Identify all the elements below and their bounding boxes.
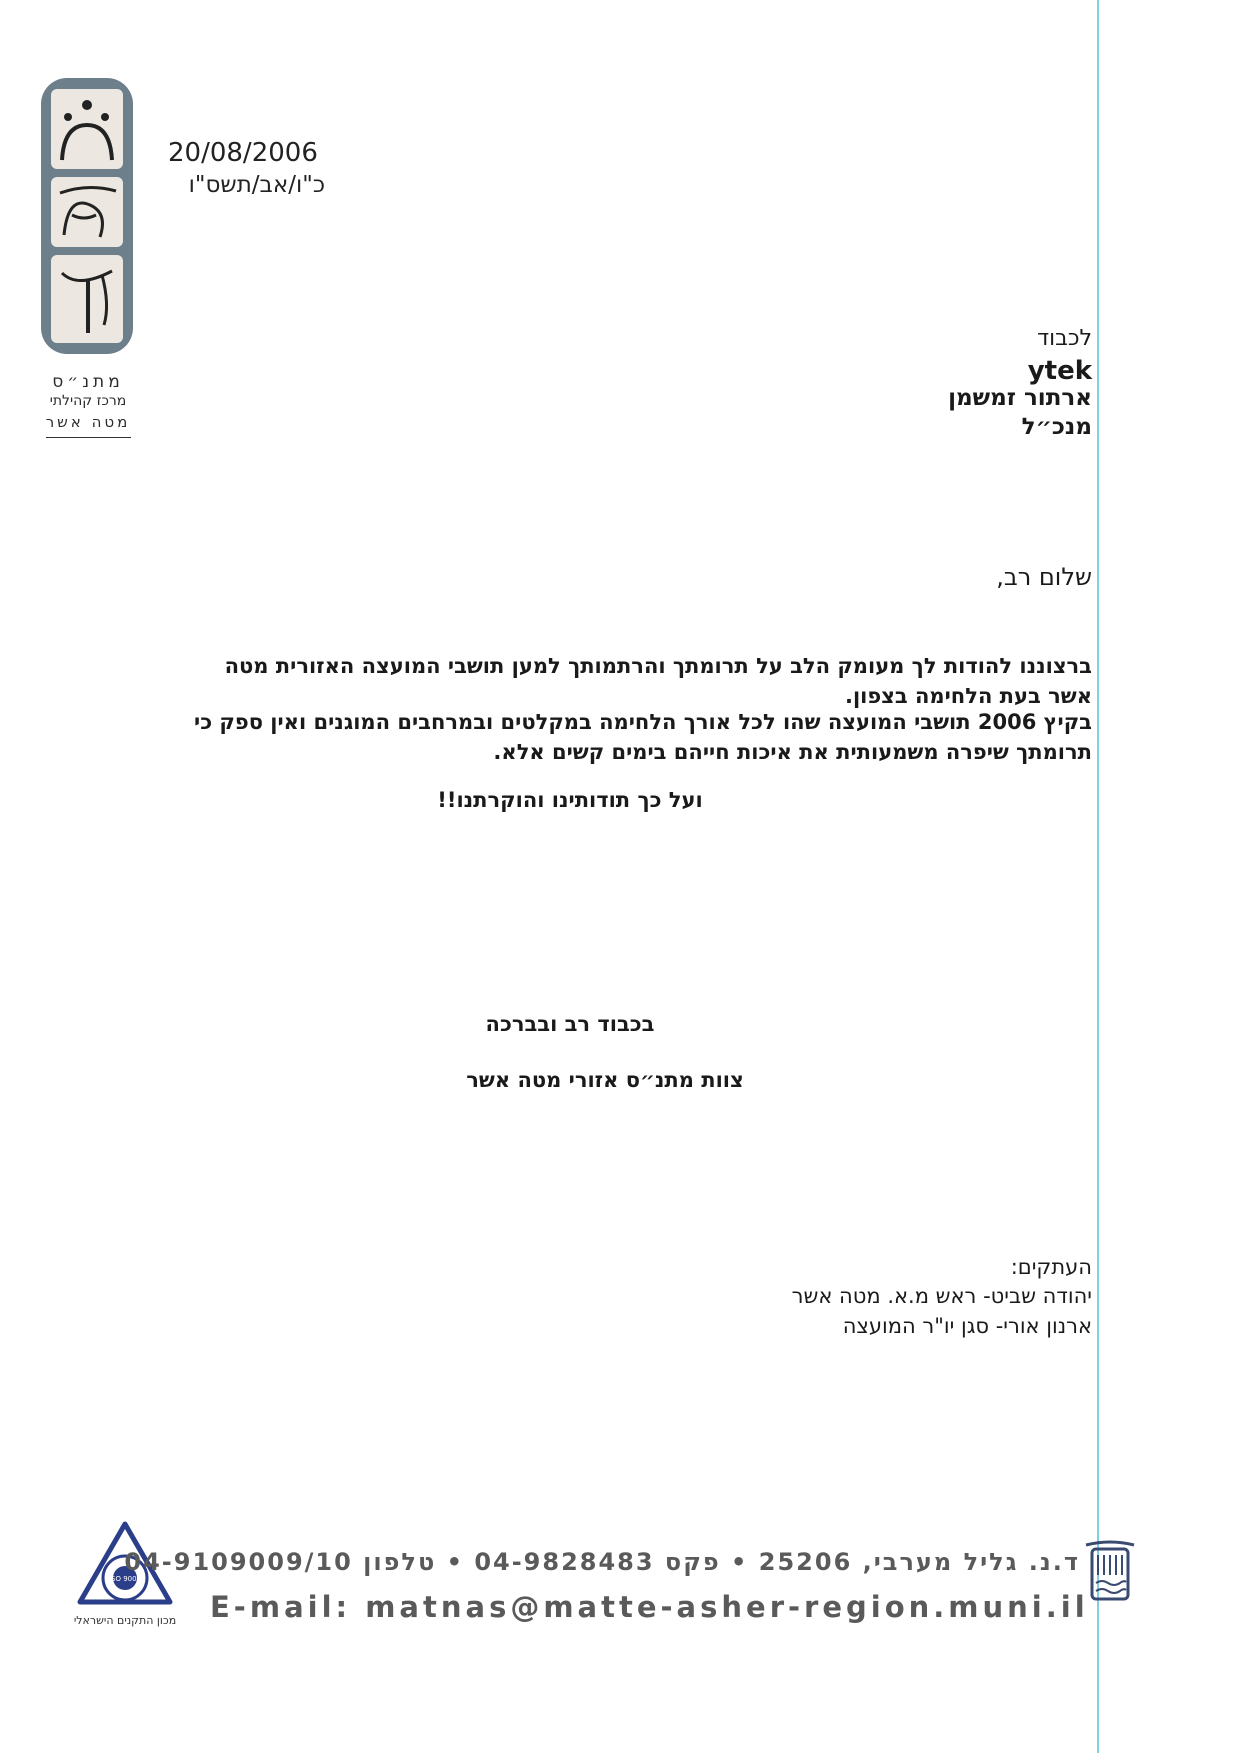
- matnas-logo: [38, 75, 136, 357]
- margin-line: [1097, 0, 1099, 1753]
- recipient-title: מנכ״ל: [1021, 414, 1092, 440]
- logo-divider: [46, 437, 131, 438]
- logo-line-1: מתנ״ס: [52, 372, 124, 392]
- footer-email-line: E-mail: matnas@matte-asher-region.muni.il: [210, 1590, 1089, 1624]
- footer-contact-line: ד.נ. גליל מערבי, 25206 • פקס 04-9828483 • טלפון 04-9109009/10: [124, 1548, 1080, 1576]
- iso-caption: מכון התקנים הישראלי: [73, 1614, 177, 1627]
- recipient-honorific: לכבוד: [1037, 326, 1092, 351]
- cc-item: ארנון אורי- סגן יו"ר המועצה: [842, 1314, 1092, 1338]
- greeting: שלום רב,: [996, 563, 1092, 591]
- iso-badge-text: ISO 9002: [108, 1575, 142, 1583]
- gregorian-date: 20/08/2006: [168, 138, 318, 168]
- body-paragraph-2: בקיץ 2006 תושבי המועצה שהו לכל אורך הלחימה במקלטים ובמרחבים המוגנים ואין ספק כי תרומתך שיפרה משמעותית את איכות חייהם בימים קשים אלא.: [194, 710, 1092, 764]
- cc-item: יהודה שביט- ראש מ.א. מטה אשר: [791, 1284, 1092, 1308]
- logo-line-3: מטה אשר: [45, 413, 131, 431]
- regional-council-emblem-icon: [1082, 1537, 1138, 1607]
- recipient-organization: ytek: [1027, 356, 1092, 386]
- cc-label: העתקים:: [1010, 1255, 1092, 1279]
- logo-line-2: מרכז קהילתי: [49, 393, 127, 409]
- thanks-line: ועל כך תודותינו והוקרתנו!!: [437, 788, 703, 812]
- signature-team: צוות מתנ״ס אזורי מטה אשר: [466, 1068, 744, 1092]
- closing-regards: בכבוד רב ובברכה: [485, 1012, 655, 1036]
- body-paragraph-1: ברצוננו להודות לך מעומק הלב על תרומתך והרתמותך למען תושבי המועצה האזורית מטה אשר בעת הלחימה בצפון.: [224, 654, 1092, 708]
- hebrew-date: כ"ו/אב/תשס"ו: [188, 172, 325, 198]
- recipient-name: ארתור זמשמן: [948, 385, 1092, 411]
